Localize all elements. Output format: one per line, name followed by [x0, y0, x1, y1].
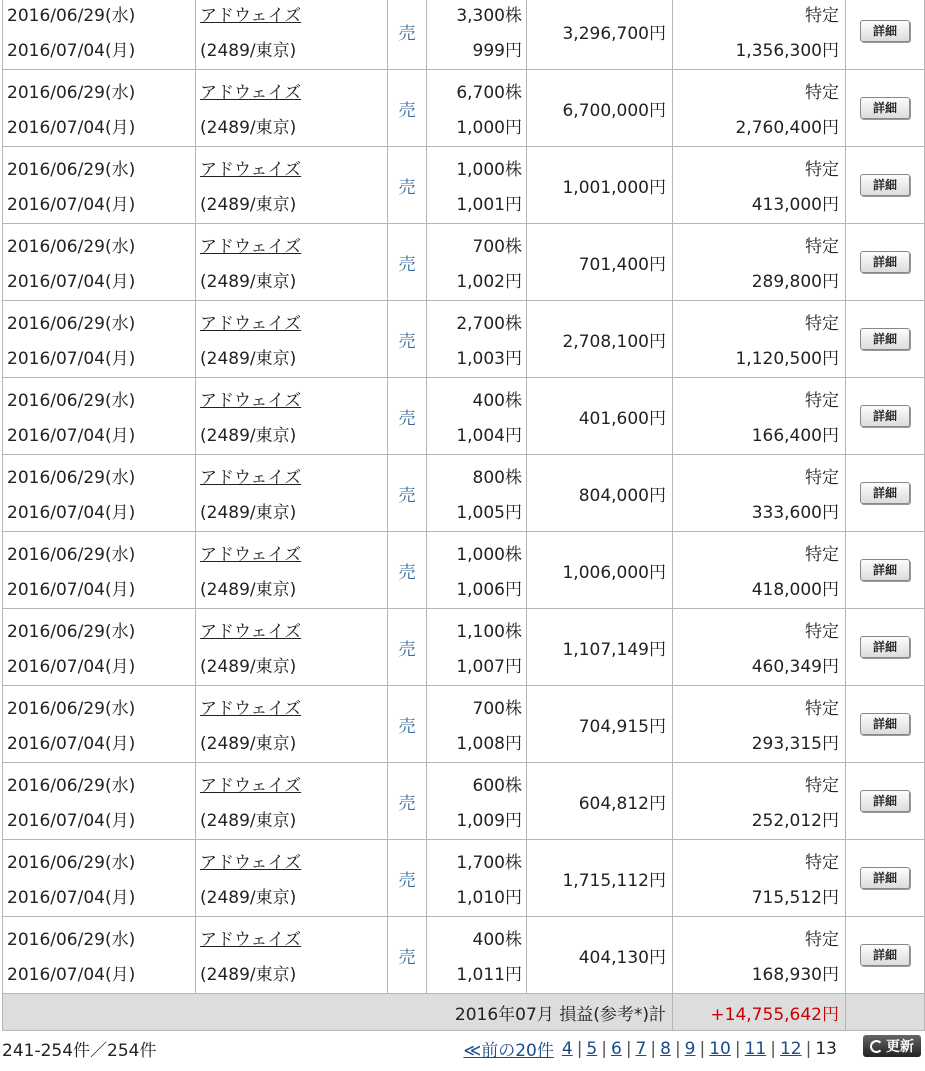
side-cell: 売 — [388, 70, 427, 147]
date-cell — [3, 0, 196, 70]
detail-cell — [846, 147, 925, 224]
stock-code: (2489/東京) — [200, 580, 297, 600]
detail-cell — [846, 70, 925, 147]
page-separator: | — [576, 1038, 583, 1059]
side-cell: 売 — [388, 455, 427, 532]
quantity: 1,100株 — [456, 622, 522, 642]
stock-name-link[interactable]: アドウェイズ — [200, 930, 302, 950]
account-pl-cell — [673, 301, 846, 378]
table-row — [3, 70, 925, 147]
account-type: 特定 — [805, 545, 839, 565]
stock-name-link[interactable]: アドウェイズ — [200, 160, 302, 180]
stock-cell — [196, 840, 388, 917]
date-cell — [3, 763, 196, 840]
trade-date: 2016/06/29(水) — [7, 776, 136, 796]
stock-name-link[interactable]: アドウェイズ — [200, 83, 302, 103]
page-link-6[interactable]: 6 — [610, 1038, 622, 1059]
side-cell: 売 — [388, 917, 427, 994]
settle-date: 2016/07/04(月) — [7, 965, 136, 985]
stock-code: (2489/東京) — [200, 657, 297, 677]
account-type: 特定 — [805, 391, 839, 411]
account-pl-cell — [673, 0, 846, 70]
qty-price-cell — [427, 532, 527, 609]
stock-cell — [196, 378, 388, 455]
date-cell — [3, 378, 196, 455]
amount-cell: 1,001,000円 — [527, 147, 673, 224]
page-separator: | — [770, 1038, 776, 1059]
settle-date: 2016/07/04(月) — [7, 118, 136, 138]
date-cell — [3, 840, 196, 917]
detail-button[interactable]: 詳細 — [860, 636, 910, 658]
qty-price-cell — [427, 455, 527, 532]
unit-price: 1,008円 — [456, 734, 522, 754]
stock-cell — [196, 763, 388, 840]
stock-name-link[interactable]: アドウェイズ — [200, 699, 302, 719]
stock-code: (2489/東京) — [200, 349, 297, 369]
account-type: 特定 — [805, 853, 839, 873]
page-separator: | — [650, 1038, 657, 1059]
table-row — [3, 609, 925, 686]
stock-code: (2489/東京) — [200, 426, 297, 446]
qty-price-cell — [427, 70, 527, 147]
table-row — [3, 455, 925, 532]
page-link-4[interactable]: 4 — [561, 1038, 573, 1059]
quantity: 1,700株 — [456, 853, 522, 873]
profit-loss: 1,356,300円 — [735, 41, 839, 61]
unit-price: 1,009円 — [456, 811, 522, 831]
stock-code: (2489/東京) — [200, 503, 297, 523]
profit-loss: 293,315円 — [751, 734, 839, 754]
unit-price: 1,003円 — [456, 349, 522, 369]
page-link-12[interactable]: 12 — [779, 1038, 802, 1059]
stock-cell — [196, 0, 388, 70]
stock-code: (2489/東京) — [200, 734, 297, 754]
account-type: 特定 — [805, 314, 839, 334]
qty-price-cell — [427, 147, 527, 224]
profit-loss: 168,930円 — [751, 965, 839, 985]
detail-cell — [846, 0, 925, 70]
account-type: 特定 — [805, 930, 839, 950]
current-page: 13 — [815, 1038, 837, 1059]
amount-cell: 3,296,700円 — [527, 0, 673, 70]
table-row — [3, 686, 925, 763]
stock-name-link[interactable]: アドウェイズ — [200, 545, 302, 565]
qty-price-cell — [427, 917, 527, 994]
page-separator: | — [601, 1038, 607, 1059]
settle-date: 2016/07/04(月) — [7, 349, 136, 369]
stock-name-link[interactable]: アドウェイズ — [200, 468, 302, 488]
stock-code: (2489/東京) — [200, 888, 297, 908]
table-row — [3, 917, 925, 994]
side-cell: 売 — [388, 301, 427, 378]
stock-code: (2489/東京) — [200, 41, 297, 61]
page-link-11[interactable]: 11 — [744, 1038, 767, 1059]
stock-code: (2489/東京) — [200, 965, 297, 985]
detail-button[interactable]: 詳細 — [860, 174, 910, 196]
trade-date: 2016/06/29(水) — [7, 83, 136, 103]
trade-date: 2016/06/29(水) — [7, 853, 136, 873]
page-link-10[interactable]: 10 — [709, 1038, 731, 1059]
account-type: 特定 — [805, 160, 839, 180]
pagination-bar — [0, 1036, 925, 1060]
trade-date: 2016/06/29(水) — [7, 930, 136, 950]
detail-button[interactable]: 詳細 — [860, 97, 910, 119]
page-link-9[interactable]: 9 — [684, 1038, 696, 1059]
stock-cell — [196, 686, 388, 763]
stock-name-link[interactable]: アドウェイズ — [200, 853, 302, 873]
profit-loss: 289,800円 — [751, 272, 839, 292]
amount-cell: 804,000円 — [527, 455, 673, 532]
table-row — [3, 224, 925, 301]
account-type: 特定 — [805, 468, 839, 488]
profit-loss: 418,000円 — [751, 580, 839, 600]
detail-button[interactable]: 詳細 — [860, 482, 910, 504]
account-type: 特定 — [805, 6, 839, 26]
total-empty-cell — [846, 994, 925, 1031]
date-cell — [3, 609, 196, 686]
detail-button[interactable]: 詳細 — [860, 713, 910, 735]
unit-price: 1,005円 — [456, 503, 522, 523]
settle-date: 2016/07/04(月) — [7, 657, 136, 677]
stock-cell — [196, 147, 388, 224]
profit-loss: 166,400円 — [751, 426, 839, 446]
side-cell: 売 — [388, 609, 427, 686]
stock-cell — [196, 917, 388, 994]
side-cell: 売 — [388, 763, 427, 840]
amount-cell: 401,600円 — [527, 378, 673, 455]
side-cell: 売 — [388, 0, 427, 70]
detail-button[interactable]: 詳細 — [860, 867, 910, 889]
settle-date: 2016/07/04(月) — [7, 580, 136, 600]
side-cell: 売 — [388, 840, 427, 917]
stock-name-link[interactable]: アドウェイズ — [200, 776, 302, 796]
account-type: 特定 — [805, 699, 839, 719]
detail-cell — [846, 609, 925, 686]
qty-price-cell — [427, 840, 527, 917]
unit-price: 1,000円 — [456, 118, 522, 138]
unit-price: 1,006円 — [456, 580, 522, 600]
stock-name-link[interactable]: アドウェイズ — [200, 237, 302, 257]
date-cell — [3, 686, 196, 763]
result-count: 241-254件／254件 — [2, 1041, 157, 1061]
stock-code: (2489/東京) — [200, 195, 297, 215]
side-cell: 売 — [388, 224, 427, 301]
trade-date: 2016/06/29(水) — [7, 545, 136, 565]
unit-price: 1,002円 — [456, 272, 522, 292]
settle-date: 2016/07/04(月) — [7, 41, 136, 61]
unit-price: 999円 — [472, 41, 522, 61]
amount-cell: 2,708,100円 — [527, 301, 673, 378]
account-type: 特定 — [805, 622, 839, 642]
trade-date: 2016/06/29(水) — [7, 6, 136, 26]
qty-price-cell — [427, 0, 527, 70]
trade-date: 2016/06/29(水) — [7, 699, 136, 719]
total-value: +14,755,642円 — [673, 994, 846, 1031]
account-pl-cell — [673, 763, 846, 840]
amount-cell: 6,700,000円 — [527, 70, 673, 147]
stock-cell — [196, 609, 388, 686]
quantity: 400株 — [472, 930, 522, 950]
detail-button[interactable]: 詳細 — [860, 251, 910, 273]
page-separator: | — [734, 1038, 741, 1059]
account-pl-cell — [673, 224, 846, 301]
account-pl-cell — [673, 378, 846, 455]
page-separator: | — [699, 1038, 706, 1059]
stock-name-link[interactable]: アドウェイズ — [200, 622, 302, 642]
unit-price: 1,004円 — [456, 426, 522, 446]
stock-cell — [196, 70, 388, 147]
quantity: 3,300株 — [456, 6, 522, 26]
amount-cell: 404,130円 — [527, 917, 673, 994]
profit-loss: 333,600円 — [751, 503, 839, 523]
total-row — [3, 994, 925, 1031]
page-link-7[interactable]: 7 — [635, 1038, 647, 1059]
account-pl-cell — [673, 70, 846, 147]
settle-date: 2016/07/04(月) — [7, 503, 136, 523]
pager — [459, 1036, 841, 1061]
trade-date: 2016/06/29(水) — [7, 314, 136, 334]
date-cell — [3, 301, 196, 378]
detail-button[interactable]: 詳細 — [860, 20, 910, 42]
settle-date: 2016/07/04(月) — [7, 272, 136, 292]
table-row — [3, 147, 925, 224]
unit-price: 1,001円 — [456, 195, 522, 215]
settle-date: 2016/07/04(月) — [7, 426, 136, 446]
side-cell: 売 — [388, 378, 427, 455]
detail-button[interactable]: 詳細 — [860, 790, 910, 812]
detail-cell — [846, 224, 925, 301]
qty-price-cell — [427, 224, 527, 301]
profit-loss: 2,760,400円 — [735, 118, 839, 138]
stock-name-link[interactable]: アドウェイズ — [200, 6, 302, 26]
account-pl-cell — [673, 609, 846, 686]
amount-cell: 1,107,149円 — [527, 609, 673, 686]
side-cell: 売 — [388, 686, 427, 763]
refresh-label: 更新 — [886, 1039, 914, 1055]
account-pl-cell — [673, 455, 846, 532]
quantity: 6,700株 — [456, 83, 522, 103]
trade-date: 2016/06/29(水) — [7, 237, 136, 257]
trade-date: 2016/06/29(水) — [7, 391, 136, 411]
table-row — [3, 532, 925, 609]
date-cell — [3, 224, 196, 301]
quantity: 700株 — [472, 699, 522, 719]
stock-cell — [196, 224, 388, 301]
settle-date: 2016/07/04(月) — [7, 888, 136, 908]
settle-date: 2016/07/04(月) — [7, 811, 136, 831]
detail-cell — [846, 378, 925, 455]
quantity: 1,000株 — [456, 160, 522, 180]
page-link-8[interactable]: 8 — [660, 1038, 671, 1059]
qty-price-cell — [427, 763, 527, 840]
trade-date: 2016/06/29(水) — [7, 468, 136, 488]
page-separator: | — [805, 1038, 812, 1059]
detail-cell — [846, 917, 925, 994]
quantity: 1,000株 — [456, 545, 522, 565]
settle-date: 2016/07/04(月) — [7, 195, 136, 215]
amount-cell: 704,915円 — [527, 686, 673, 763]
stock-code: (2489/東京) — [200, 118, 297, 138]
qty-price-cell — [427, 609, 527, 686]
stock-cell — [196, 301, 388, 378]
stock-cell — [196, 532, 388, 609]
stock-code: (2489/東京) — [200, 272, 297, 292]
settle-date: 2016/07/04(月) — [7, 734, 136, 754]
qty-price-cell — [427, 378, 527, 455]
profit-loss: 1,120,500円 — [735, 349, 839, 369]
unit-price: 1,007円 — [456, 657, 522, 677]
unit-price: 1,011円 — [456, 965, 522, 985]
stock-code: (2489/東京) — [200, 811, 297, 831]
detail-button[interactable]: 詳細 — [860, 944, 910, 966]
date-cell — [3, 455, 196, 532]
amount-cell: 1,715,112円 — [527, 840, 673, 917]
profit-loss: 460,349円 — [751, 657, 839, 677]
detail-cell — [846, 763, 925, 840]
qty-price-cell — [427, 686, 527, 763]
detail-cell — [846, 301, 925, 378]
stock-cell — [196, 455, 388, 532]
profit-loss: 413,000円 — [751, 195, 839, 215]
account-type: 特定 — [805, 237, 839, 257]
account-pl-cell — [673, 917, 846, 994]
profit-loss: 252,012円 — [751, 811, 839, 831]
quantity: 700株 — [472, 237, 522, 257]
detail-cell — [846, 455, 925, 532]
detail-button[interactable]: 詳細 — [860, 328, 910, 350]
side-cell: 売 — [388, 147, 427, 224]
trade-date: 2016/06/29(水) — [7, 622, 136, 642]
table-row — [3, 378, 925, 455]
detail-cell — [846, 840, 925, 917]
trade-date: 2016/06/29(水) — [7, 160, 136, 180]
page-link-5[interactable]: 5 — [586, 1038, 598, 1059]
date-cell — [3, 917, 196, 994]
stock-name-link[interactable]: アドウェイズ — [200, 391, 302, 411]
profit-loss: 715,512円 — [751, 888, 839, 908]
account-type: 特定 — [805, 776, 839, 796]
quantity: 800株 — [472, 468, 522, 488]
amount-cell: 604,812円 — [527, 763, 673, 840]
side-cell: 売 — [388, 532, 427, 609]
account-pl-cell — [673, 686, 846, 763]
detail-cell — [846, 532, 925, 609]
quantity: 2,700株 — [456, 314, 522, 334]
trade-history-table — [2, 0, 925, 1031]
quantity: 600株 — [472, 776, 522, 796]
quantity: 400株 — [472, 391, 522, 411]
date-cell — [3, 147, 196, 224]
date-cell — [3, 532, 196, 609]
refresh-button[interactable] — [863, 1035, 921, 1057]
detail-cell — [846, 686, 925, 763]
amount-cell: 1,006,000円 — [527, 532, 673, 609]
date-cell — [3, 70, 196, 147]
prev-20-link[interactable]: ≪前の20件 — [463, 1041, 554, 1061]
total-label: 2016年07月 損益(参考*)計 — [3, 994, 673, 1031]
table-row — [3, 840, 925, 917]
page-separator: | — [625, 1038, 632, 1059]
table-row — [3, 301, 925, 378]
table-row — [3, 763, 925, 840]
account-pl-cell — [673, 532, 846, 609]
stock-name-link[interactable]: アドウェイズ — [200, 314, 302, 334]
qty-price-cell — [427, 301, 527, 378]
account-pl-cell — [673, 840, 846, 917]
refresh-icon — [870, 1040, 883, 1053]
page-separator: | — [674, 1038, 681, 1059]
table-row — [3, 0, 925, 70]
account-pl-cell — [673, 147, 846, 224]
unit-price: 1,010円 — [456, 888, 522, 908]
amount-cell: 701,400円 — [527, 224, 673, 301]
account-type: 特定 — [805, 83, 839, 103]
detail-button[interactable]: 詳細 — [860, 405, 910, 427]
detail-button[interactable]: 詳細 — [860, 559, 910, 581]
